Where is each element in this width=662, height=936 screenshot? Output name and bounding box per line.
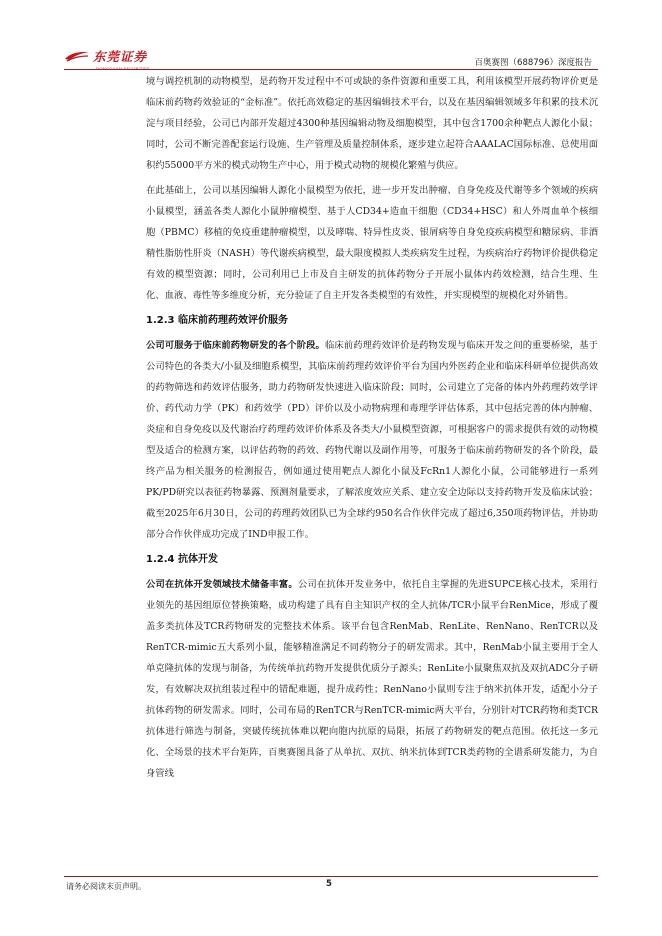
paragraph-lead: 公司可服务于临床前药物研发的各个阶段。 bbox=[146, 340, 325, 351]
paragraph-text: 公司在抗体开发业务中，依托自主掌握的先进SUPCE核心技术，采用行业领先的基因组原位替换策略，成功构建了具有自主知识产权的全人抗体/TCR小鼠平台RenMice，形成了覆盖多类抗体及TCR药物研发的完整技术体系。该平台包含RenMab、RenLite、RenNano、RenTCR以及RenTCR-mimic五大系列小鼠，能够精准满足不同药物分子的研发需求。其中，RenMab小鼠主要用于全人单克隆抗体的发现与制备，为传统单抗药物开发提供优质分子源头；RenLite小鼠聚焦双抗及双抗ADC分子研发，有效解决双抗组装过程中的错配难题，提升成药性；RenNano小鼠则专注于纳米抗体开发，适配小分子抗体药物的研发需求。同时，公司布局的RenTCR与RenTCR-mimic两大平台，分别针对TCR药物和类TCR抗体进行筛选与制备，突破传统抗体难以靶向胞内抗原的局限，拓展了药物研发的靶点范围。依托这一多元化、全场景的技术平台矩阵，百奥赛图具备了从单抗、双抗、纳米抗体到TCR类药物的全谱系研发能力，为自身管线 bbox=[146, 579, 598, 779]
logo-subtext: DONGGUAN SECURITIES bbox=[96, 66, 150, 71]
page-number: 5 bbox=[326, 879, 332, 889]
report-title: 百奥赛图（688796）深度报告 bbox=[474, 58, 592, 68]
header-divider bbox=[64, 69, 598, 70]
paragraph: 在此基础上，公司以基因编辑人源化小鼠模型为依托，进一步开发出肿瘤、自身免疫及代谢等多个领域的疾病小鼠模型，涵盖各类人源化小鼠肿瘤模型、基于人CD34+造血干细胞（CD34+HSC）和人外周血单个核细胞（PBMC）移植的免疫重建肿瘤模型，以及哮喘、特异性皮炎、银屑病等自身免疫疾病模型和糖尿病、非酒精性脂肪性肝炎（NASH）等代谢疾病模型，最大限度模拟人类疾病发生过程，为疾病治疗药物评价提供稳定有效的模型资源；同时，公司利用已上市及自主研发的抗体药物分子开展小鼠体内药效检测，结合生理、生化、血液、毒性等多维度分析，充分验证了自主开发各类模型的有效性，并实现模型的规模化对外销售。 bbox=[146, 185, 598, 301]
paragraph bbox=[146, 335, 598, 545]
report-body bbox=[146, 71, 598, 788]
header-logo bbox=[64, 48, 147, 64]
footer-disclaimer: 请务必阅读末页声明。 bbox=[66, 882, 146, 891]
logo-text: 东莞证券 bbox=[93, 49, 148, 64]
footer-divider bbox=[64, 876, 598, 877]
section-heading: 1.2.3 临床前药理药效评价服务 bbox=[146, 315, 288, 326]
logo-swoosh-icon bbox=[64, 50, 90, 62]
paragraph: 境与调控机制的动物模型，是药物开发过程中不可或缺的条件资源和重要工具，利用该模型开展药物评价更是临床前药物药效验证的“金标准”。依托高效稳定的基因编辑技术平台，以及在基因编辑领域多年积累的技术沉淀与项目经验，公司已内部开发超过4300种基因编辑动物及细胞模型，其中包含1700余种靶点人源化小鼠；同时，公司不断完善配套运行设施、生产管理及质量控制体系，逐步建立起符合AAALAC国际标准、总使用面积约55000平方米的模式动物生产中心，用于模式动物的规模化繁殖与供应。 bbox=[146, 76, 598, 171]
paragraph bbox=[146, 574, 598, 784]
paragraph-lead: 公司在抗体开发领域技术储备丰富。 bbox=[146, 579, 298, 590]
section-heading: 1.2.4 抗体开发 bbox=[146, 554, 218, 565]
paragraph-text: 临床前药理药效评价是药物发现与临床开发之间的重要桥梁，基于公司特色的各类大/小鼠及细胞系模型，其临床前药理药效评价平台为国内外医药企业和临床科研单位提供高效的药物筛选和药效评估服务，助力药物研发快速进入临床阶段；同时，公司建立了完备的体内外药理药效学评价、药代动力学（PK）和药效学（PD）评价以及小动物病理和毒理学评估体系，其中包括完善的体内肿瘤、炎症和自身免疫以及代谢治疗药理药效评价体系及各类大/小鼠模型资源，可根据客户的需求提供有效的动物模型及适合的检测方案，以评估药物的药效、药物代谢以及副作用等，可服务于临床前药物研发的各个阶段，最终产品为相关服务的检测报告，例如通过使用靶点人源化小鼠及FcRn1人源化小鼠，公司能够进行一系列PK/PD研究以表征药物暴露、预测剂量要求，了解浓度效应关系、建立安全边际以支持药物开发及临床试验；截至2025年6月30日，公司的药理药效团队已为全球约950名合作伙伴完成了超过6,350项药物评估，并协助部分合作伙伴成功完成了IND申报工作。 bbox=[146, 340, 598, 540]
